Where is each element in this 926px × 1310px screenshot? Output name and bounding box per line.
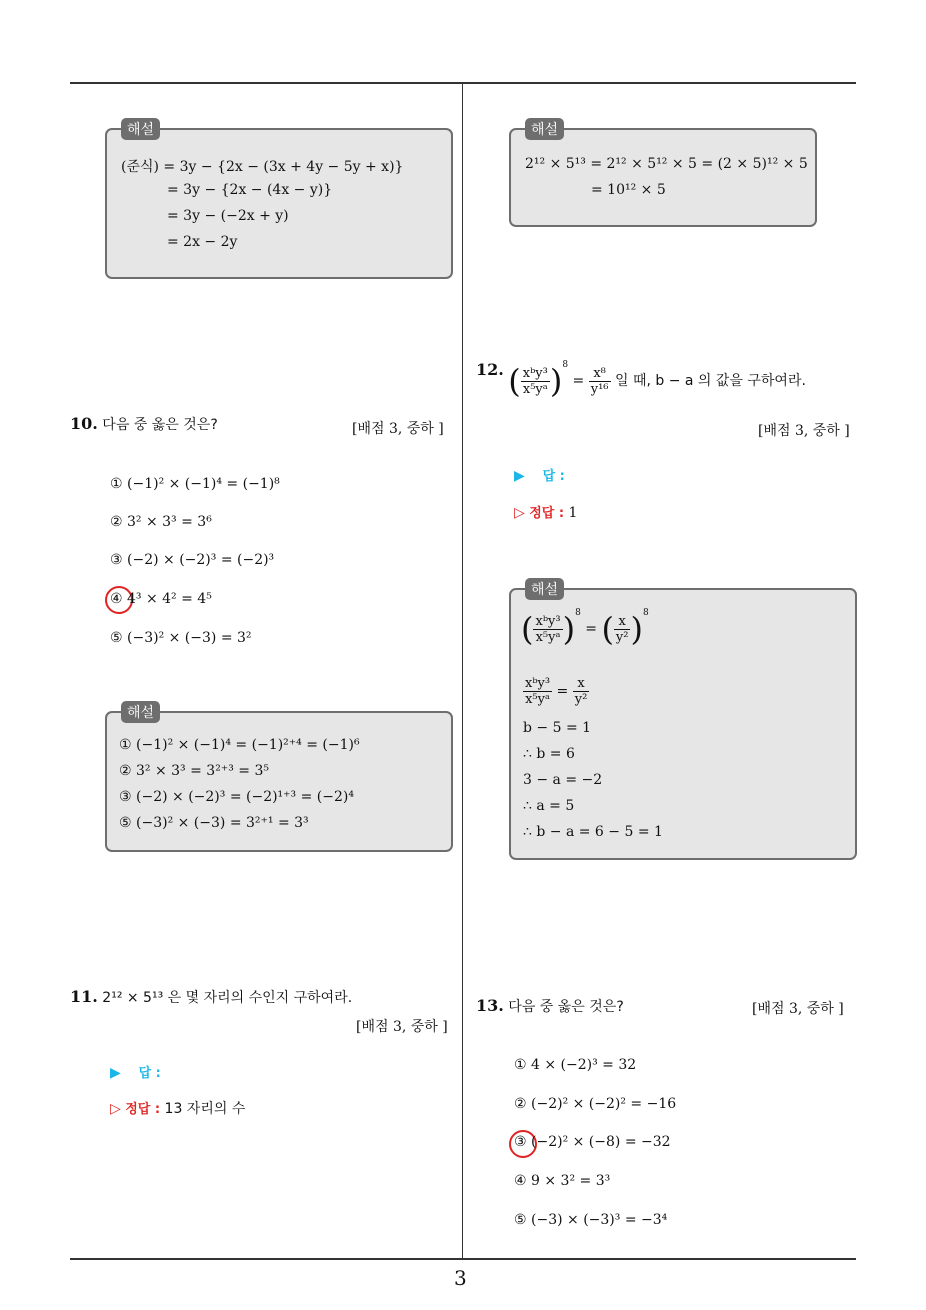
play-arrow-icon: ▶ [514,468,525,484]
fraction-numerator: xᵇy³ [522,365,548,381]
expl-line: = 3y − (−2x + y) [167,208,289,224]
answer-line [514,465,565,484]
question-number: 10. [70,414,98,433]
expl-line: ∴ b − a = 6 − 5 = 1 [523,824,663,840]
play-arrow-icon: ▶ [110,1065,121,1081]
fraction [523,676,552,707]
expl-line: ∴ a = 5 [523,798,575,814]
option-5: ⑤ (−3) × (−3)³ = −3⁴ [514,1212,668,1228]
expl-line: ② 3² × 3³ = 3²⁺³ = 3⁵ [119,763,269,779]
question-13-heading [476,996,624,1016]
correct-answer-line [110,1098,245,1118]
expl-line: = 2x − 2y [167,234,238,250]
outline-arrow-icon: ▷ [110,1101,121,1117]
expl-line: = 3y − {2x − (4x − y)} [167,182,333,198]
option-5: ⑤ (−3)² × (−3) = 3² [110,630,252,646]
question-number: 11. [70,987,98,1006]
answer-line [110,1062,161,1081]
exponent: 8 [642,608,649,618]
expl-line: 3 − a = −2 [523,772,603,788]
explanation-box-q12 [509,582,857,860]
correct-answer: 1 [568,505,578,521]
fraction [589,366,611,397]
column-divider [462,84,463,1258]
left-paren-icon: ( [521,610,534,648]
explanation-tag: 해설 [525,118,564,140]
option-1: ① (−1)² × (−1)⁴ = (−1)⁸ [110,476,280,492]
fraction [521,366,550,397]
fraction-denominator: y² [574,692,588,707]
option-2: ② (−2)² × (−2)² = −16 [514,1096,677,1112]
expl-line: ⑤ (−3)² × (−3) = 3²⁺¹ = 3³ [119,815,309,831]
question-score: [배점 3, 중하 ] [356,1019,448,1035]
expl-line: ① (−1)² × (−1)⁴ = (−1)²⁺⁴ = (−1)⁶ [119,737,360,753]
question-score: [배점 3, 중하 ] [752,1001,844,1017]
correct-answer-line [514,502,577,521]
exponent: 8 [562,360,569,370]
explanation-tag: 해설 [121,118,160,140]
fraction-numerator: x [573,676,590,692]
left-paren-icon: ( [601,610,614,648]
question-text: 다음 중 옳은 것은? [102,417,218,433]
top-rule [70,82,856,84]
option-4: ④ 4³ × 4² = 4⁵ [110,591,212,607]
expl-line: = 10¹² × 5 [591,182,666,198]
correct-answer: 13 자리의 수 [164,1101,246,1117]
right-paren-icon: ) [630,610,643,648]
expl-equation: $\frac{\text{xᵇy³}}{\text{x⁵yᵃ}}$ = $\frac{x}{\text{y²}}$ [525,676,588,707]
outline-arrow-icon: ▷ [514,505,525,521]
explanation-tag: 해설 [121,701,160,723]
left-paren-icon: ( [508,362,521,400]
right-paren-icon: ) [562,610,576,648]
expl-line: ∴ b = 6 [523,746,575,762]
correct-label: 정답 : [125,1102,161,1117]
question-text: 일 때, b − a 의 값을 구하여라. [614,373,806,389]
fraction-numerator: xᵇy³ [525,676,551,691]
exponent: 8 [575,608,581,618]
question-12-heading: 12. ( $\frac{\text{xᵇy³}}{\text{x⁵yᵃ}}$ )$^8$ = $\frac{\text{x⁸}}{\text{y¹⁶}}$ 일 때, b − a 의 값을 구하여라. [476,360,806,400]
option-3: ③ (−2) × (−2)³ = (−2)³ [110,552,275,568]
fraction [614,614,631,645]
question-score: [배점 3, 중하 ] [758,423,850,439]
explanation-box-top-left [105,122,453,279]
question-number: 12. [476,360,504,379]
option-1: ① 4 × (−2)³ = 32 [514,1057,637,1073]
question-score: [배점 3, 중하 ] [352,421,444,437]
expl-line: (준식) = 3y − {2x − (3x + 4y − 5y + x)} [121,159,404,175]
answer-label: 답 : [138,1066,161,1081]
question-text: 다음 중 옳은 것은? [508,999,624,1015]
fraction [533,614,562,645]
fraction-denominator: y² [615,629,629,645]
option-2: ② 3² × 3³ = 3⁶ [110,514,212,530]
fraction-denominator: x⁵yᵃ [535,629,561,645]
expl-line: b − 5 = 1 [523,720,592,736]
correct-label: 정답 : [529,506,565,521]
explanation-tag: 해설 [525,578,564,600]
fraction-denominator: x⁵yᵃ [522,381,548,397]
question-11-heading [70,987,352,1007]
expl-line: ③ (−2) × (−2)³ = (−2)¹⁺³ = (−2)⁴ [119,789,354,805]
fraction-denominator: x⁵yᵃ [525,692,550,707]
fraction-denominator: y¹⁶ [590,381,609,397]
option-3: ③ (−2)² × (−8) = −32 [514,1134,671,1150]
fraction-numerator: x [614,614,631,630]
question-number: 13. [476,996,504,1015]
bottom-rule [70,1258,856,1260]
fraction-numerator: x⁸ [589,366,611,382]
explanation-box-top-right [509,122,817,227]
fraction [573,676,590,707]
question-10-heading [70,414,218,434]
option-4: ④ 9 × 3² = 3³ [514,1173,611,1189]
expl-equation: ( $\frac{\text{xᵇy³}}{\text{x⁵yᵃ}}$ )$^8$ = ( $\frac{x}{\text{y²}}$ )$^8$ [521,608,649,648]
expl-line: 2¹² × 5¹³ = 2¹² × 5¹² × 5 = (2 × 5)¹² × 5 [525,156,808,172]
explanation-box-q10 [105,705,453,852]
page-number: 3 [454,1266,467,1290]
right-paren-icon: ) [549,362,563,400]
question-text: 2¹² × 5¹³ 은 몇 자리의 수인지 구하여라. [102,990,353,1006]
answer-label: 답 : [542,469,565,484]
fraction-numerator: xᵇy³ [535,613,561,629]
